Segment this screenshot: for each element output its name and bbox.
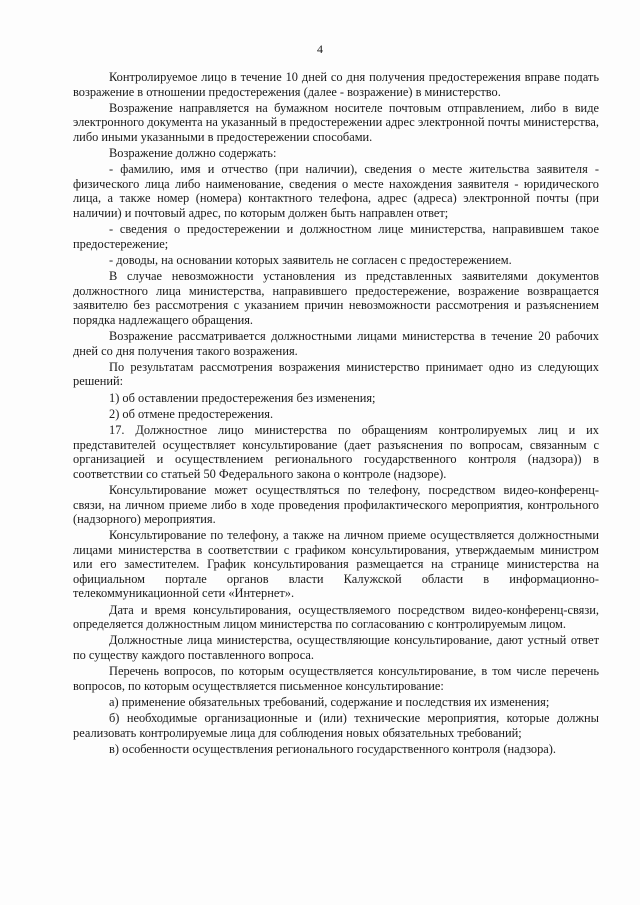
paragraph: Возражение направляется на бумажном носителе почтовым отправлением, либо в виде электронного документа на указанный в предостережении адрес электронной почты министерства, либо иными указанными в предостережении способами. [73,100,599,144]
paragraph: Должностные лица министерства, осуществляющие консультирование, дают устный ответ по существу каждого поставленного вопроса. [73,633,599,662]
list-item: 2) об отмене предостережения. [109,406,274,421]
list-item: а) применение обязательных требований, содержание и последствия их изменения; [109,695,550,710]
list-item: 1) об оставлении предостережения без изменения; [109,390,376,405]
list-item: в) особенности осуществления регионального государственного контроля (надзора). [109,742,556,757]
paragraph: 17. Должностное лицо министерства по обращениям контролируемых лиц и их представителей осуществляет консультирование (дает разъяснения по вопросам, связанным с организацией и осуществлением регионального государственного контроля (надзора)) в соответствии со статьей 50 Федерального закона о контроле (надзоре). [73,423,599,481]
paragraph: В случае невозможности установления из представленных заявителями документов должностного лица министерства, направившего предостережение, возражение возвращается заявителю без рассмотрения с указанием причин невозможности рассмотрения и разъяснением порядка надлежащего обращения. [73,269,599,327]
list-item: - доводы, на основании которых заявитель не согласен с предостережением. [109,252,512,267]
paragraph: Перечень вопросов, по которым осуществляется консультирование, в том числе перечень вопросов, по которым осуществляется письменное консультирование: [73,664,599,693]
paragraph: Консультирование может осуществляться по телефону, посредством видео-конференц-связи, на личном приеме либо в ходе проведения профилактического мероприятия, контрольного (надзорного) мероприятия. [73,483,599,527]
paragraph: По результатам рассмотрения возражения министерство принимает одно из следующих решений: [73,359,599,389]
document-body [73,70,599,758]
paragraph: Возражение рассматривается должностными лицами министерства в течение 20 рабочих дней со дня получения такого возражения. [73,329,599,358]
list-item: - фамилию, имя и отчество (при наличии), сведения о месте жительства заявителя - физического лица либо наименование, сведения о месте нахождения заявителя - юридического лица, а также номер (номера) контактного телефона, адрес (адреса) электронной почты (при наличии) и почтовый адрес, по которым должен быть направлен ответ; [73,162,599,220]
paragraph: Возражение должно содержать: [109,146,277,161]
list-item: - сведения о предостережении и должностном лице министерства, направившем такое предостережение; [73,222,599,251]
paragraph: Консультирование по телефону, а также на личном приеме осуществляется должностными лицами министерства в соответствии с графиком консультирования, утверждаемым министром или его заместителем. График консультирования размещается на странице министерства на официальном портале органов власти Калужской области в информационно-телекоммуникационной сети «Интернет». [73,528,599,601]
paragraph: Контролируемое лицо в течение 10 дней со дня получения предостережения вправе подать возражение в отношении предостережения (далее - возражение) в министерство. [73,70,599,99]
paragraph: Дата и время консультирования, осуществляемого посредством видео-конференц-связи, определяется должностным лицом министерства по согласованию с контролируемым лицом. [73,602,599,632]
list-item: б) необходимые организационные и (или) технические мероприятия, которые должны реализовать контролируемые лица для соблюдения новых обязательных требований; [73,711,599,740]
page-number: 4 [317,42,323,56]
